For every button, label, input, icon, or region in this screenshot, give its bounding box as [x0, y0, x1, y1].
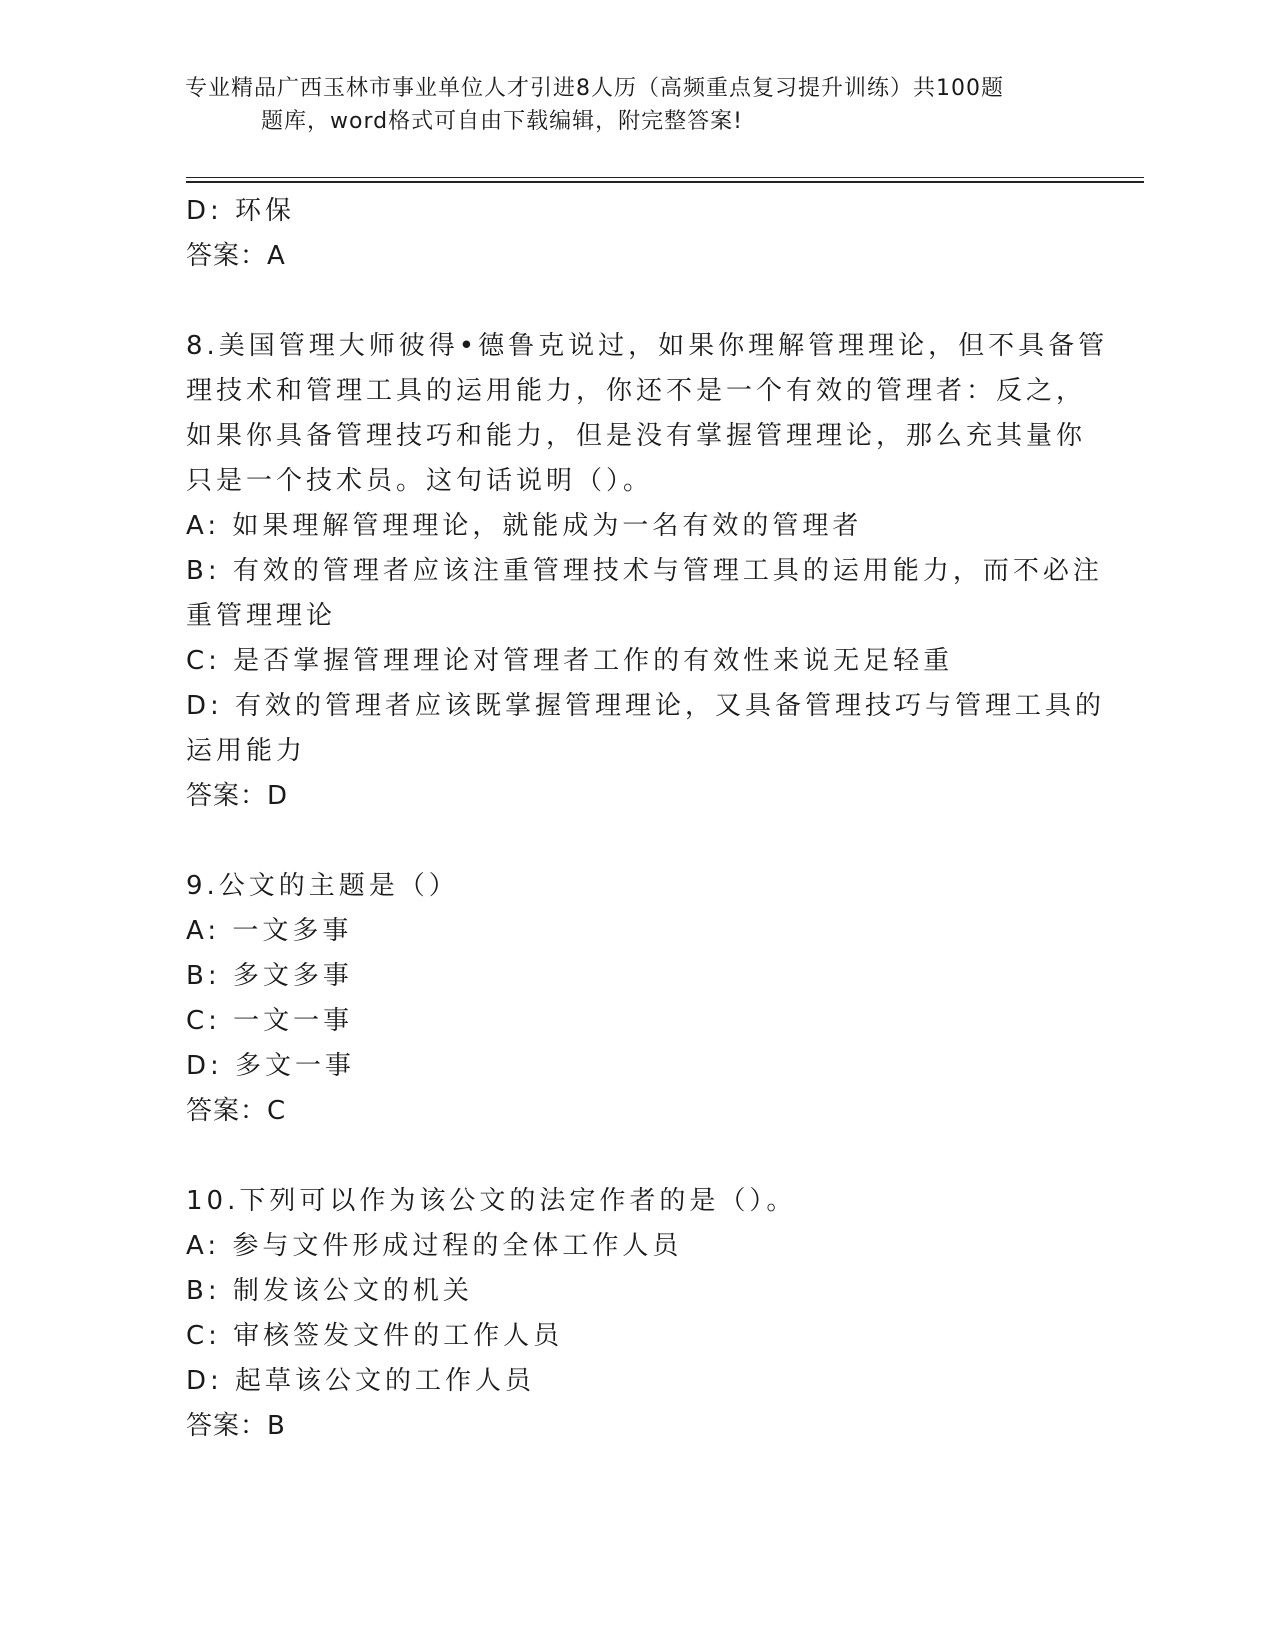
q10-option-c: C: 审核签发文件的工作人员	[186, 1321, 564, 1351]
question-content	[186, 189, 1109, 1449]
header-title-line2: 题库，word格式可自由下载编辑，附完整答案!	[261, 109, 743, 134]
q10-option-b: B: 制发该公文的机关	[186, 1276, 473, 1306]
q8-option-b-cont: 重管理理论	[186, 601, 337, 631]
q8-option-d: D: 有效的管理者应该既掌握管理理论，又具备管理技巧与管理工具的	[186, 691, 1106, 721]
header-divider-thick	[186, 181, 1144, 183]
q9-answer: 答案：C	[186, 1096, 287, 1126]
q8-option-c: C: 是否掌握管理理论对管理者工作的有效性来说无足轻重	[186, 646, 954, 676]
q9-option-a: A: 一文多事	[186, 916, 353, 946]
header-title-line1: 专业精品广西玉林市事业单位人才引进8人历（高频重点复习提升训练）共100题	[185, 76, 1004, 101]
q10-stem: 10.下列可以作为该公文的法定作者的是（）。	[186, 1186, 797, 1216]
q8-stem-line: 理技术和管理工具的运用能力，你还不是一个有效的管理者：反之，	[186, 376, 1087, 406]
q7-option-d: D: 环保	[186, 196, 296, 226]
q10-option-a: A: 参与文件形成过程的全体工作人员	[186, 1231, 683, 1261]
page-header	[185, 72, 1085, 138]
header-divider-thin	[186, 177, 1144, 178]
q9-option-c: C: 一文一事	[186, 1006, 354, 1036]
q9-option-d: D: 多文一事	[186, 1051, 356, 1081]
question-10	[186, 1179, 1086, 1449]
q10-answer: 答案：B	[186, 1411, 286, 1441]
q8-answer: 答案：D	[186, 781, 289, 811]
q8-option-a: A: 如果理解管理理论，就能成为一名有效的管理者	[186, 511, 863, 541]
q8-option-b: B: 有效的管理者应该注重管理技术与管理工具的运用能力，而不必注	[186, 556, 1103, 586]
q8-option-d-cont: 运用能力	[186, 736, 307, 766]
q9-option-b: B: 多文多事	[186, 961, 353, 991]
q10-option-d: D: 起草该公文的工作人员	[186, 1366, 536, 1396]
q9-stem: 9.公文的主题是（）	[186, 871, 459, 901]
q8-stem-line: 8.美国管理大师彼得•德鲁克说过，如果你理解管理理论，但不具备管	[186, 331, 1109, 361]
question-9	[186, 864, 1086, 1134]
q8-stem-line: 只是一个技术员。这句话说明（）。	[186, 466, 654, 496]
q7-answer: 答案：A	[186, 241, 286, 271]
question-8	[186, 324, 1109, 819]
q8-stem-line: 如果你具备管理技巧和能力，但是没有掌握管理理论，那么充其量你	[186, 421, 1087, 451]
